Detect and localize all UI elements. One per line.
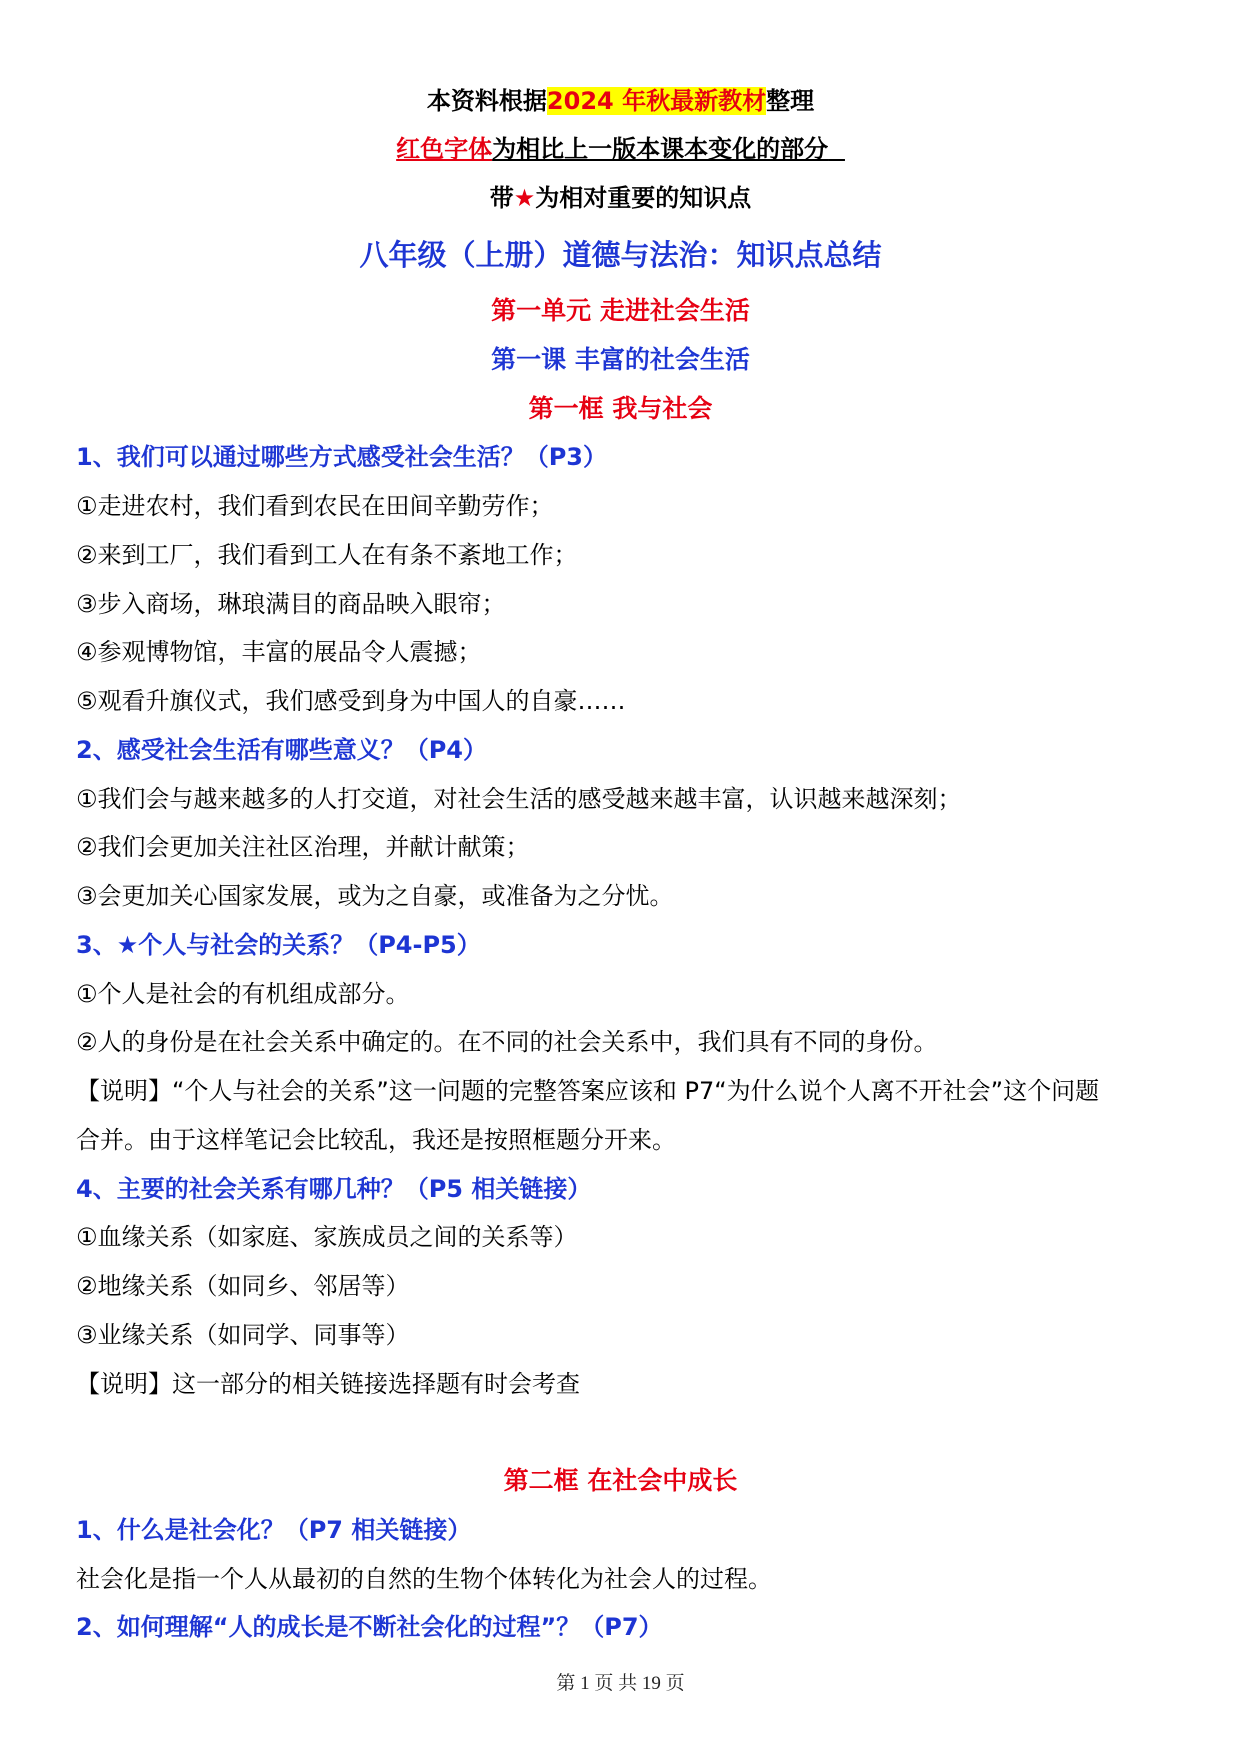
answer-line: ②人的身份是在社会关系中确定的。在不同的社会关系中，我们具有不同的身份。 [76,1028,938,1057]
answer-line: ②来到工厂，我们看到工人在有条不紊地工作； [76,540,578,569]
question-heading: 3、★个人与社会的关系？（P4-P5） [76,930,481,959]
answer-line: ④参观博物馆，丰富的展品令人震撼； [76,638,482,667]
page-footer: 第 1 页 共 19 页 [556,1673,685,1694]
frame-heading: 第二框 在社会中成长 [503,1466,738,1496]
answer-line: 社会化是指一个人从最初的自然的生物个体转化为社会人的过程。 [76,1564,772,1593]
question-heading: 4、主要的社会关系有哪几种？（P5 相关链接） [76,1174,592,1203]
question-heading: 2、如何理解“人的成长是不断社会化的过程”？（P7） [76,1613,663,1642]
lesson-heading: 第一课 丰富的社会生活 [491,344,750,374]
note-line: 合并。由于这样笔记会比较乱，我还是按照框题分开来。 [76,1125,676,1154]
change-note-rest: 为相比上一版本课本变化的部分 [492,135,829,164]
frame-heading: 第一框 我与社会 [528,393,713,423]
note-line: 【说明】这一部分的相关链接选择题有时会考查 [76,1369,580,1398]
source-note-pre: 本资料根据 [426,86,547,115]
question-heading: 2、感受社会生活有哪些意义？（P4） [76,735,487,764]
question-heading: 1、我们可以通过哪些方式感受社会生活？（P3） [76,443,607,472]
answer-line: ③步入商场，琳琅满目的商品映入眼帘； [76,589,506,618]
answer-line: ⑤观看升旗仪式，我们感受到身为中国人的自豪…… [76,687,626,716]
answer-line: ③业缘关系（如同学、同事等） [76,1320,410,1349]
star-note-post: 为相对重要的知识点 [535,184,752,213]
source-note-post: 整理 [766,86,815,115]
answer-line: ①血缘关系（如家庭、家族成员之间的关系等） [76,1223,578,1252]
source-note [76,77,1165,126]
page-content [76,77,1165,1652]
answer-line: ③会更加关心国家发展，或为之自豪，或准备为之分忧。 [76,882,674,911]
star-note [76,174,1165,223]
answer-line: ①我们会与越来越多的人打交道，对社会生活的感受越来越丰富，认识越来越深刻； [76,784,962,813]
question-heading: 1、什么是社会化？（P7 相关链接） [76,1515,472,1544]
unit-heading: 第一单元 走进社会生活 [491,296,750,326]
answer-line: ②我们会更加关注社区治理，并献计献策； [76,833,530,862]
change-note-red: 红色字体 [396,135,493,164]
source-note-highlight: 2024 年秋最新教材 [546,86,767,115]
answer-line: ①走进农村，我们看到农民在田间辛勤劳作； [76,492,554,521]
answer-line: ①个人是社会的有机组成部分。 [76,979,410,1008]
spacer [76,1408,1165,1457]
change-note [76,125,1165,174]
answer-line: ②地缘关系（如同乡、邻居等） [76,1272,410,1301]
star-icon: ★ [513,184,536,213]
star-note-pre: 带 [489,184,514,213]
document-title: 八年级（上册）道德与法治：知识点总结 [359,237,882,272]
note-line: 【说明】“个人与社会的关系”这一问题的完整答案应该和 P7“为什么说个人离不开社会”这个问题 [76,1077,1100,1106]
